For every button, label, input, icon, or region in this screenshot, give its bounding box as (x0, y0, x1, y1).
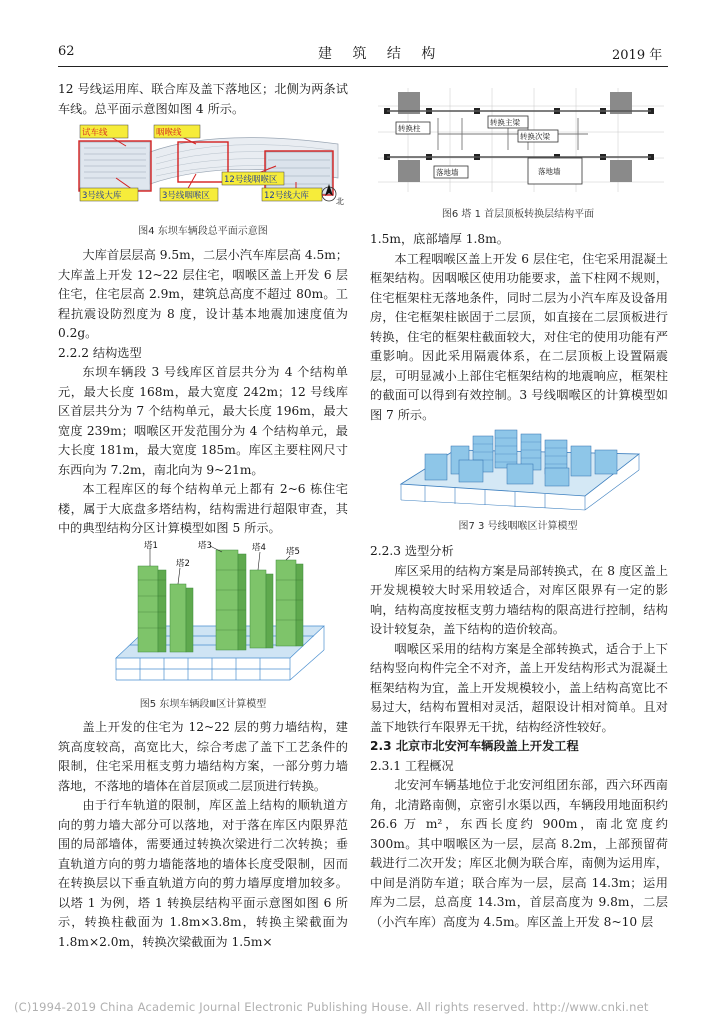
fig4-label-line12-depot: 12号线大库 (264, 191, 309, 201)
paragraph: 本工程库区的每个结构单元上都有 2~6 栋住宅楼，属于大底盘多塔结构，结构需进行超限审查，其中的典型结构分区计算模型如图 5 所示。 (58, 482, 348, 535)
right-text-bottom (370, 542, 668, 932)
fig6-label-transfer-column: 转换柱 (398, 124, 421, 133)
fig6-label-transfer-secondary-beam: 转换次梁 (520, 132, 550, 141)
figure-6-caption: 图6 塔 1 首层顶板转换层结构平面 (441, 209, 595, 220)
paragraph: 北安河车辆基地位于北安河组团东部，西六环西南角，北清路南侧，京密引水渠以西，车辆段用地面积约 26.6 万 m²，东西长度约 900m，南北宽度约 300m。其中咽喉区为一层，层高 8.2m，上部预留荷载进行二次开发；库区北侧为联合库，南侧为运用库，中间是消防车道；联合库为一层，层高 14.3m；运用库为二层，总高度 14.3m，首层高度为 9.8m，二层（小汽车库）高度为 4.5m。库区盖上开发 8~10 层 (370, 778, 668, 929)
fig4-label-test-track: 试车线 (82, 128, 108, 138)
copyright-footer: (C)1994-2019 China Academic Journal Electronic Publishing House. All rights reserved. http://www.cnki.net (14, 1000, 649, 1014)
paragraph: 咽喉区采用的结构方案是全部转换式，适合于上下结构竖向构件完全不对齐，盖上开发结构形式为混凝土框架结构为宜，盖上开发规模较小，盖上结构高宽比不易过大，结构布置相对灵活，超限设计相对简单。且对盖下地铁行车限界无干扰，结构经济性较好。 (370, 641, 668, 734)
fig4-label-throat-line: 咽喉线 (156, 128, 182, 138)
paragraph: 大库首层层高 9.5m，二层小汽车库层高 4.5m；大库盖上开发 12~22 层住宅，咽喉区盖上开发 6 层住宅，住宅层高 2.9m，建筑总高度不超过 80m。工程抗震设防烈度为 8 度，设计基本地震加速度值为 0.2g。 (58, 248, 348, 340)
right-text-top (370, 230, 668, 425)
page-number: 62 (58, 44, 75, 59)
journal-year: 2019 年 (612, 48, 663, 63)
figure-5-caption: 图5 东坝车辆段Ⅲ区计算模型 (139, 699, 267, 710)
figure-5-model (110, 540, 330, 688)
figure-7-caption: 图7 3 号线咽喉区计算模型 (458, 521, 578, 532)
fig6-label-transfer-main-beam: 转换主梁 (490, 118, 520, 127)
fig5-label-tower4: 塔4 (252, 543, 266, 553)
fig5-label-tower3: 塔3 (198, 541, 212, 551)
figure-4-caption: 图4 东坝车辆段总平面示意图 (138, 226, 268, 237)
paragraph: 12 号线运用库、联合库及盖下落地区；北侧为两条试车线。总平面示意图如图 4 所示。 (58, 82, 348, 116)
figure-4-site-plan (76, 122, 348, 206)
figure-7-model (395, 420, 645, 512)
page-header (0, 44, 724, 64)
fig5-label-tower2: 塔2 (176, 559, 190, 569)
fig5-label-tower5: 塔5 (286, 547, 300, 557)
fig4-label-line12-throat: 12号线咽喉区 (224, 175, 278, 185)
paragraph: 东坝车辆段 3 号线库区首层共分为 4 个结构单元，最大长度 168m，最大宽度 242m；12 号线库区首层共分为 7 个结构单元，最大长度 196m，最大宽度 239m；咽喉区开发范围分为 4 个结构单元，最大长度 181m，最大宽度 185m。库区主要柱网尺寸东西向为 7.2m，南北向为 9~21m。 (58, 365, 348, 477)
fig6-label-landing-wall-1: 落地墙 (436, 168, 459, 177)
paragraph: 库区采用的结构方案是局部转换式，在 8 度区盖上开发规模较大时采用较适合，对库区限界有一定的影响，结构高度按框支剪力墙结构的限高进行控制，结构设计较复杂，盖下结构的造价较高。 (370, 563, 668, 636)
fig4-label-line3-throat: 3号线咽喉区 (162, 191, 210, 201)
paragraph: 由于行车轨道的限制，库区盖上结构的顺轨道方向的剪力墙大部分可以落地，对于落在库区内限界范围的局部墙体，需要通过转换次梁进行二次转换；垂直轨道方向的剪力墙能落地的墙体长度受限制，因而在转换层以下垂直轨道方向的剪力墙厚度增加较多。以塔 1 为例，塔 1 转换层结构平面示意图如图 6 所示，转换柱截面为 1.8m×3.8m，转换主梁截面为 1.8m×2.0m，转换次梁截面为 1.5m× (58, 798, 348, 949)
fig5-label-tower1: 塔1 (144, 541, 158, 551)
section-heading-2-3: 2.3 北京市北安河车辆段盖上开发工程 (370, 739, 579, 753)
section-heading-2-3-1: 2.3.1 工程概况 (370, 758, 454, 773)
journal-title: 建 筑 结 构 (318, 46, 444, 62)
paragraph: 本工程咽喉区盖上开发 6 层住宅，住宅采用混凝土框架结构。因咽喉区使用功能要求，盖下柱网不规则，住宅框架柱无落地条件，同时二层为小汽车库及设备用房，住宅框架柱嵌固于二层顶，如直接在二层顶板进行转换，住宅的框架柱截面较大，对住宅的使用功能有严重影响。因此采用隔震体系，在二层顶板上设置隔震层，可明显减小上部住宅框架结构的地震响应，框架柱的截面可以得到有效控制。3 号线咽喉区的计算模型如图 7 所示。 (370, 251, 668, 422)
fig4-label-line3-depot: 3号线大库 (82, 191, 122, 201)
paragraph: 1.5m，底部墙厚 1.8m。 (370, 232, 509, 246)
section-heading-2-2-3: 2.2.3 选型分析 (370, 544, 454, 558)
fig6-label-landing-wall-2: 落地墙 (538, 167, 561, 176)
left-text-middle (58, 246, 348, 539)
left-text-bottom (58, 718, 348, 952)
fig4-label-north: 北 (336, 197, 344, 206)
section-heading-2-2-2: 2.2.2 结构选型 (58, 345, 142, 360)
figure-6-transfer-plan (378, 88, 664, 192)
paragraph: 盖上开发的住宅为 12~22 层的剪力墙结构，建筑高度较高，高宽比大，综合考虑了盖下工艺条件的限制，住宅采用框支剪力墙结构方案，一部分剪力墙落地，不落地的墙体在首层顶或二层顶进行转换。 (58, 720, 348, 793)
left-text-top (58, 80, 348, 119)
header-rule (58, 66, 668, 67)
